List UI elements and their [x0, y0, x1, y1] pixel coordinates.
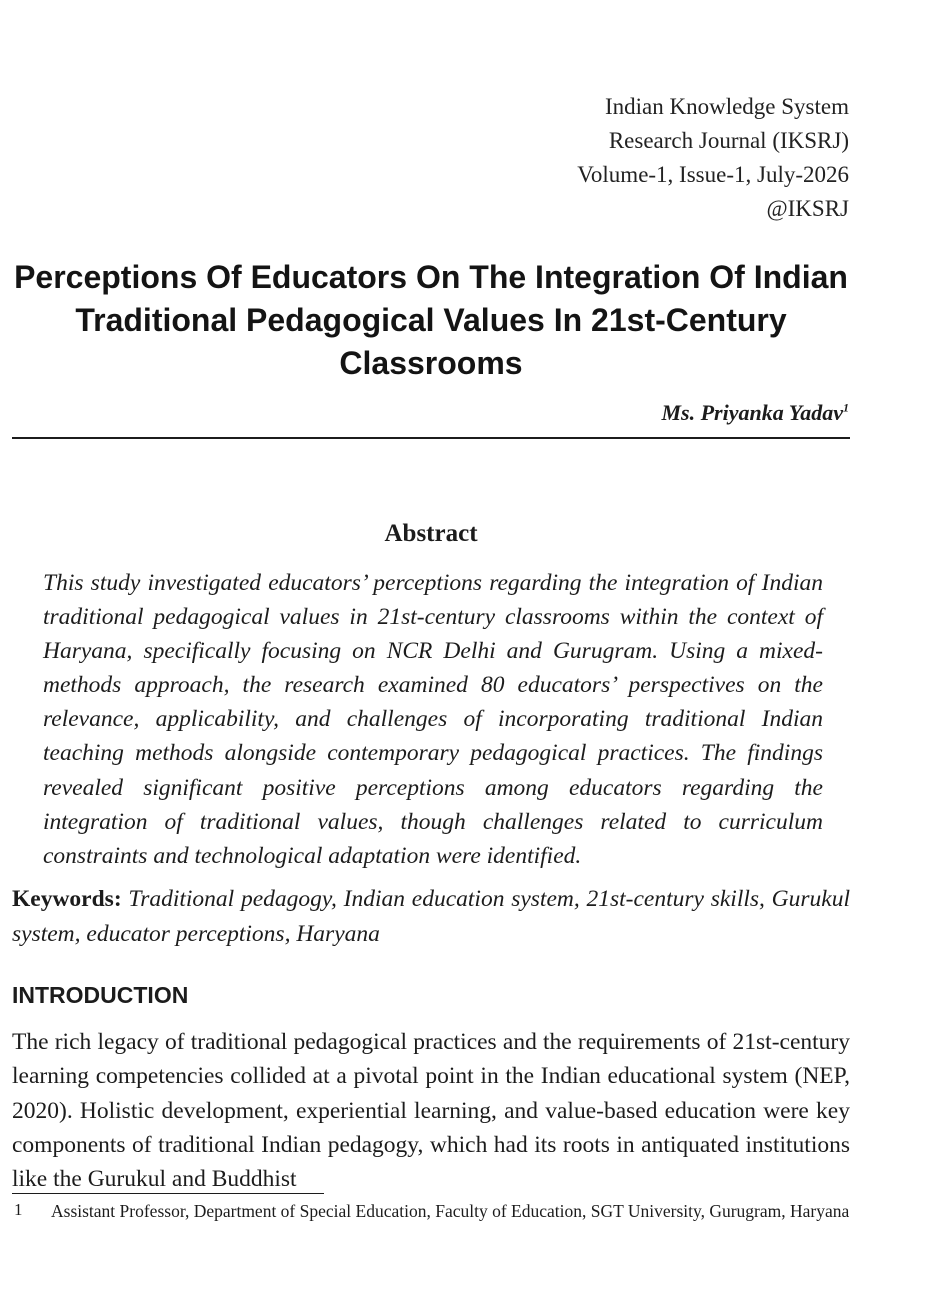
keywords [12, 882, 850, 951]
introduction-body: The rich legacy of traditional pedagogical practices and the requirements of 21st-century learning competencies collided at a pivotal point in the Indian educational system (NEP, 2020). Holistic development, experiential learning, and value-based education were key components of traditional Indian pedagogy, which had its roots in antiquated institutions like the Gurukul and Buddhist [12, 1029, 850, 1193]
journal-handle: @IKSRJ [766, 196, 849, 221]
keywords-text: Traditional pedagogy, Indian education system, 21st-century skills, Gurukul system, educator perceptions, Haryana [12, 886, 851, 947]
journal-name-line1: Indian Knowledge System [604, 94, 849, 119]
article-title: Perceptions Of Educators On The Integration Of Indian Traditional Pedagogical Values In 21st-Century Classrooms [14, 259, 848, 381]
author-footnote-mark: 1 [843, 400, 849, 415]
title-divider [12, 437, 850, 439]
author-line [661, 400, 849, 426]
journal-name-line2: Research Journal (IKSRJ) [608, 128, 849, 153]
abstract-body: This study investigated educators’ perceptions regarding the integration of Indian traditional pedagogical values in 21st-century classrooms within the context of Haryana, specifically focusing on NCR Delhi and Gurugram. Using a mixed-methods approach, the research examined 80 educators’ perspectives on the relevance, applicability, and challenges of incorporating traditional Indian teaching methods alongside contemporary pedagogical practices. The findings revealed significant positive perceptions among educators regarding the integration of traditional values, though challenges related to curriculum constraints and technological adaptation were identified. [43, 570, 823, 869]
keywords-label: Keywords: [12, 886, 122, 912]
author-name: Ms. Priyanka Yadav [661, 400, 843, 425]
introduction-heading: INTRODUCTION [12, 982, 189, 1008]
journal-issue: Volume-1, Issue-1, July-2026 [577, 162, 849, 187]
footnote-text: Assistant Professor, Department of Special Education, Faculty of Education, SGT University, Gurugram, Haryana [51, 1201, 850, 1221]
footnote-divider [12, 1193, 324, 1194]
footnote-number: 1 [14, 1200, 23, 1219]
abstract-heading: Abstract [384, 520, 478, 547]
journal-masthead [577, 90, 849, 226]
